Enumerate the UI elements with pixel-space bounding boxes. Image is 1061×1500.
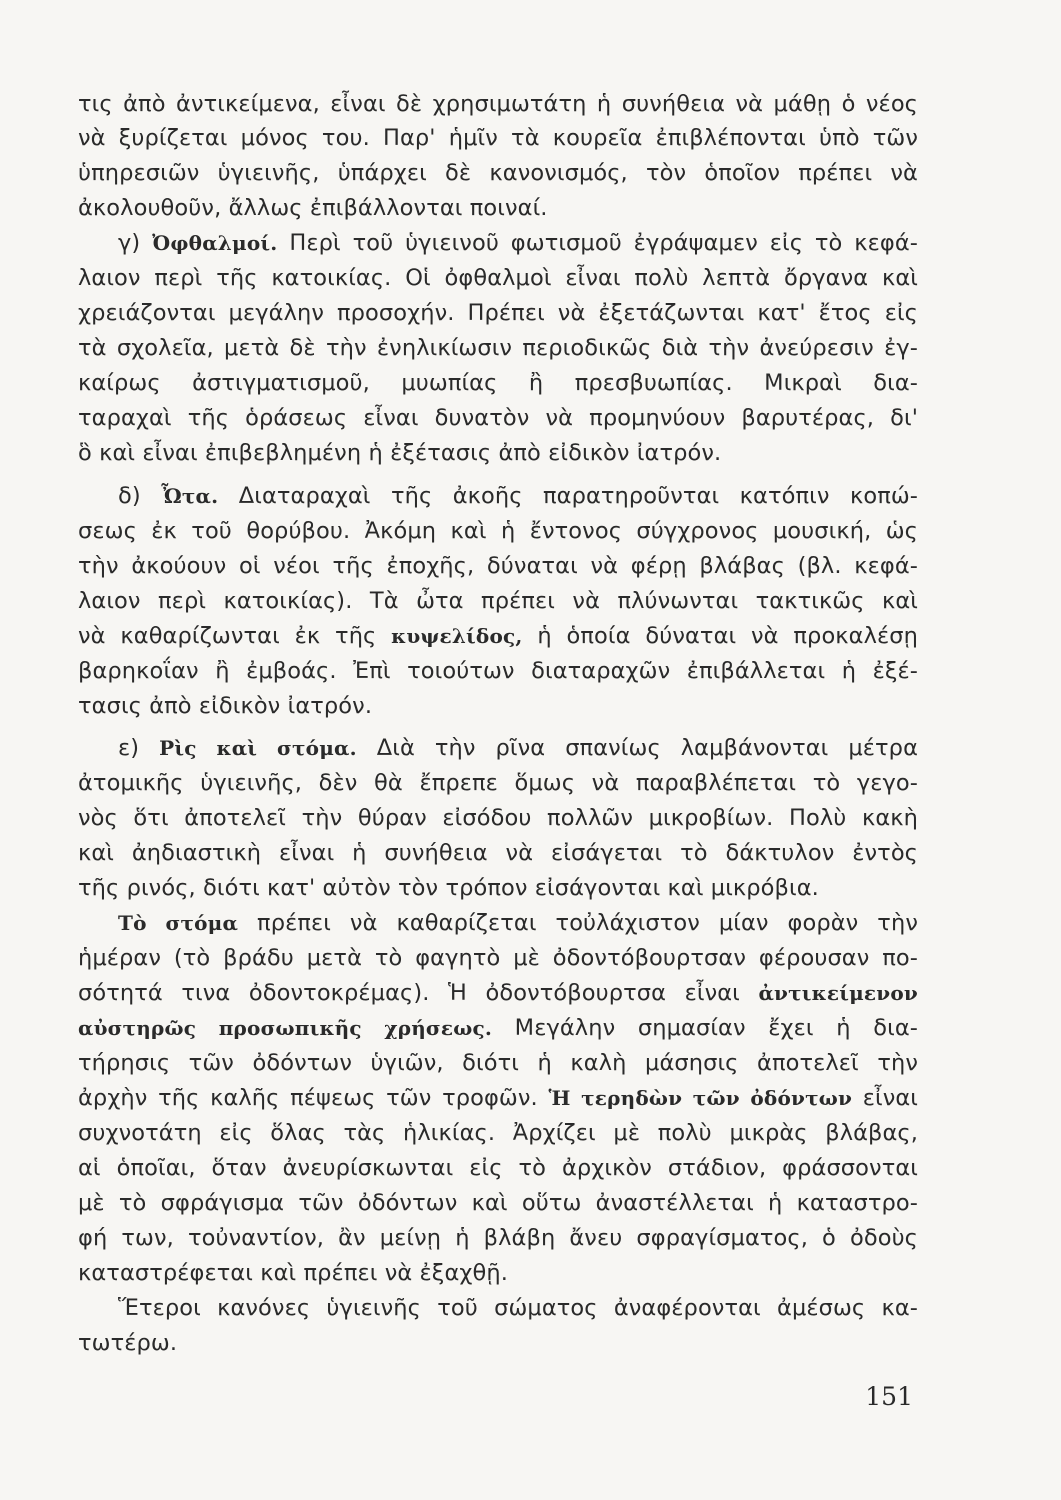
bold-term: κυψελίδος, [391, 624, 523, 648]
text-line [78, 1222, 918, 1255]
text-line [78, 550, 918, 583]
text-line [78, 1012, 918, 1045]
text-segment: αἱ ὁποῖαι, ὅταν ἀνευρίσκωνται εἰς τὸ ἀρχικὸν στάδιον, φράσσονται [78, 1155, 918, 1181]
text-segment: καὶ ἀηδιαστικὴ εἶναι ἡ συνήθεια νὰ εἰσάγεται τὸ δάκτυλον ἐντὸς [78, 840, 918, 866]
text-line [78, 515, 918, 548]
text-segment: τὰ σχολεῖα, μετὰ δὲ τὴν ἐνηλικίωσιν περιοδικῶς διὰ τὴν ἀνεύρεσιν ἐγ- [78, 335, 918, 361]
text-segment: τασις ἀπὸ εἰδικὸν ἰατρόν. [78, 693, 373, 719]
text-line [78, 1047, 918, 1080]
text-segment: τῆς ρινός, διότι κατ' αὐτὸν τὸν τρόπον εἰσάγονται καὶ μικρόβια. [78, 875, 819, 901]
text-line [78, 192, 918, 225]
text-line [78, 690, 918, 723]
text-segment: πρέπει νὰ καθαρίζεται τοὐλάχιστον μίαν φορὰν τὴν [238, 910, 918, 936]
text-line [78, 1257, 918, 1290]
text-line [78, 367, 918, 400]
text-line [78, 1327, 918, 1360]
text-segment: νὰ καθαρίζωνται ἐκ τῆς [78, 623, 392, 649]
text-segment: Διαταραχαὶ τῆς ἀκοῆς παρατηροῦνται κατόπιν κοπώ- [218, 483, 918, 509]
text-line [78, 942, 918, 975]
text-segment: ταραχαὶ τῆς ὁράσεως εἶναι δυνατὸν νὰ προμηνύουν βαρυτέρας, δι' [78, 405, 918, 431]
text-segment: ἡ ὁποία δύναται νὰ προκαλέσῃ [522, 623, 918, 649]
text-segment: Περὶ τοῦ ὑγιεινοῦ φωτισμοῦ ἐγράψαμεν εἰς τὸ κεφά- [277, 230, 919, 256]
text-line [78, 802, 918, 835]
text-segment: χρειάζονται μεγάλην προσοχήν. Πρέπει νὰ ἐξετάζωνται κατ' ἔτος εἰς [78, 300, 918, 326]
text-line [78, 585, 918, 618]
text-line [78, 620, 918, 653]
text-line [78, 1187, 918, 1220]
text-segment: καίρως ἀστιγματισμοῦ, μυωπίας ἢ πρεσβυωπίας. Μικραὶ δια- [78, 370, 918, 396]
text-segment: λαιον περὶ τῆς κατοικίας. Οἱ ὀφθαλμοὶ εἶναι πολὺ λεπτὰ ὄργανα καὶ [78, 265, 918, 291]
text-line [78, 332, 918, 365]
text-segment: καταστρέφεται καὶ πρέπει νὰ ἐξαχθῇ. [78, 1260, 508, 1286]
text-segment: ὑπηρεσιῶν ὑγιεινῆς, ὑπάρχει δὲ κανονισμός, τὸν ὁποῖον πρέπει νὰ [78, 160, 918, 186]
text-segment: γ) [118, 230, 153, 256]
text-segment: Διὰ τὴν ρῖνα σπανίως λαμβάνονται μέτρα [356, 735, 919, 761]
bold-term: Ὀφθαλμοί. [152, 231, 278, 255]
page-number: 151 [865, 1382, 913, 1411]
text-segment: εἶναι [852, 1085, 919, 1111]
text-segment: ἡμέραν (τὸ βράδυ μετὰ τὸ φαγητὸ μὲ ὀδοντόβουρτσαν φέρουσαν πο- [78, 945, 918, 971]
text-line [78, 402, 918, 435]
text-segment: νὰ ξυρίζεται μόνος του. Παρ' ἡμῖν τὰ κουρεῖα ἐπιβλέπονται ὑπὸ τῶν [78, 125, 918, 151]
text-segment: φή των, τοὐναντίον, ἂν μείνῃ ἡ βλάβη ἄνευ σφραγίσματος, ὁ ὀδοὺς [78, 1225, 918, 1251]
text-line [78, 655, 918, 688]
text-segment: ἀρχὴν τῆς καλῆς πέψεως τῶν τροφῶν. [78, 1085, 549, 1111]
bold-term: αὐστηρῶς προσωπικῆς χρήσεως. [78, 1016, 493, 1040]
text-line [78, 297, 918, 330]
text-segment: συχνοτάτη εἰς ὅλας τὰς ἡλικίας. Ἀρχίζει μὲ πολὺ μικρὰς βλάβας, [78, 1120, 918, 1146]
text-line [78, 977, 918, 1010]
text-segment: ἀκολουθοῦν, ἄλλως ἐπιβάλλονται ποιναί. [78, 195, 548, 221]
text-segment: βαρηκοΐαν ἢ ἐμβοάς. Ἐπὶ τοιούτων διαταραχῶν ἐπιβάλλεται ἡ ἐξέ- [78, 658, 918, 684]
text-line [78, 1082, 918, 1115]
text-segment: Μεγάλην σημασίαν ἔχει ἡ δια- [492, 1015, 918, 1041]
text-segment: σότητά τινα ὀδοντοκρέμας). Ἡ ὀδοντόβουρτσα εἶναι [78, 980, 759, 1006]
text-line [78, 1117, 918, 1150]
text-line [78, 837, 918, 870]
text-line [118, 907, 918, 940]
text-line [78, 1152, 918, 1185]
text-line [118, 227, 918, 260]
text-segment: τήρησις τῶν ὀδόντων ὑγιῶν, διότι ἡ καλὴ μάσησις ἀποτελεῖ τὴν [78, 1050, 918, 1076]
text-segment: σεως ἐκ τοῦ θορύβου. Ἀκόμη καὶ ἡ ἔντονος σύγχρονος μουσική, ὡς [78, 518, 918, 544]
text-line [78, 88, 918, 121]
text-segment: τις ἀπὸ ἀντικείμενα, εἶναι δὲ χρησιμωτάτη ἡ συνήθεια νὰ μάθῃ ὁ νέος [78, 91, 918, 117]
text-segment: τωτέρω. [78, 1330, 178, 1356]
text-line [118, 1292, 918, 1325]
text-segment: τὴν ἀκούουν οἱ νέοι τῆς ἐποχῆς, δύναται νὰ φέρῃ βλάβας (βλ. κεφά- [78, 553, 918, 579]
text-line [118, 480, 918, 513]
bold-term: Τὸ στόμα [118, 911, 239, 935]
text-line [118, 732, 918, 765]
text-line [78, 157, 918, 190]
text-line [78, 122, 918, 155]
bold-term: Ἡ τερηδὼν τῶν ὀδόντων [548, 1086, 853, 1110]
text-segment: μὲ τὸ σφράγισμα τῶν ὀδόντων καὶ οὕτω ἀναστέλλεται ἡ καταστρο- [78, 1190, 918, 1216]
text-line [78, 437, 918, 470]
text-segment: Ἕτεροι κανόνες ὑγιεινῆς τοῦ σώματος ἀναφέρονται ἀμέσως κα- [118, 1295, 918, 1321]
bold-term: ἀντικείμενον [758, 981, 918, 1005]
text-line [78, 767, 918, 800]
text-segment: ε) [118, 735, 160, 761]
text-segment: δ) [118, 483, 162, 509]
text-segment: νὸς ὅτι ἀποτελεῖ τὴν θύραν εἰσόδου πολλῶν μικροβίων. Πολὺ κακὴ [78, 805, 918, 831]
text-segment: ὃ καὶ εἶναι ἐπιβεβλημένη ἡ ἐξέτασις ἀπὸ εἰδικὸν ἰατρόν. [78, 440, 722, 466]
bold-term: Ρὶς καὶ στόμα. [159, 736, 357, 760]
text-line [78, 262, 918, 295]
text-segment: λαιον περὶ κατοικίας). Τὰ ὦτα πρέπει νὰ πλύνωνται τακτικῶς καὶ [78, 588, 918, 614]
text-line [78, 872, 918, 905]
bold-term: Ὦτα. [161, 484, 219, 508]
text-segment: ἀτομικῆς ὑγιεινῆς, δὲν θὰ ἔπρεπε ὅμως νὰ παραβλέπεται τὸ γεγο- [78, 770, 918, 796]
